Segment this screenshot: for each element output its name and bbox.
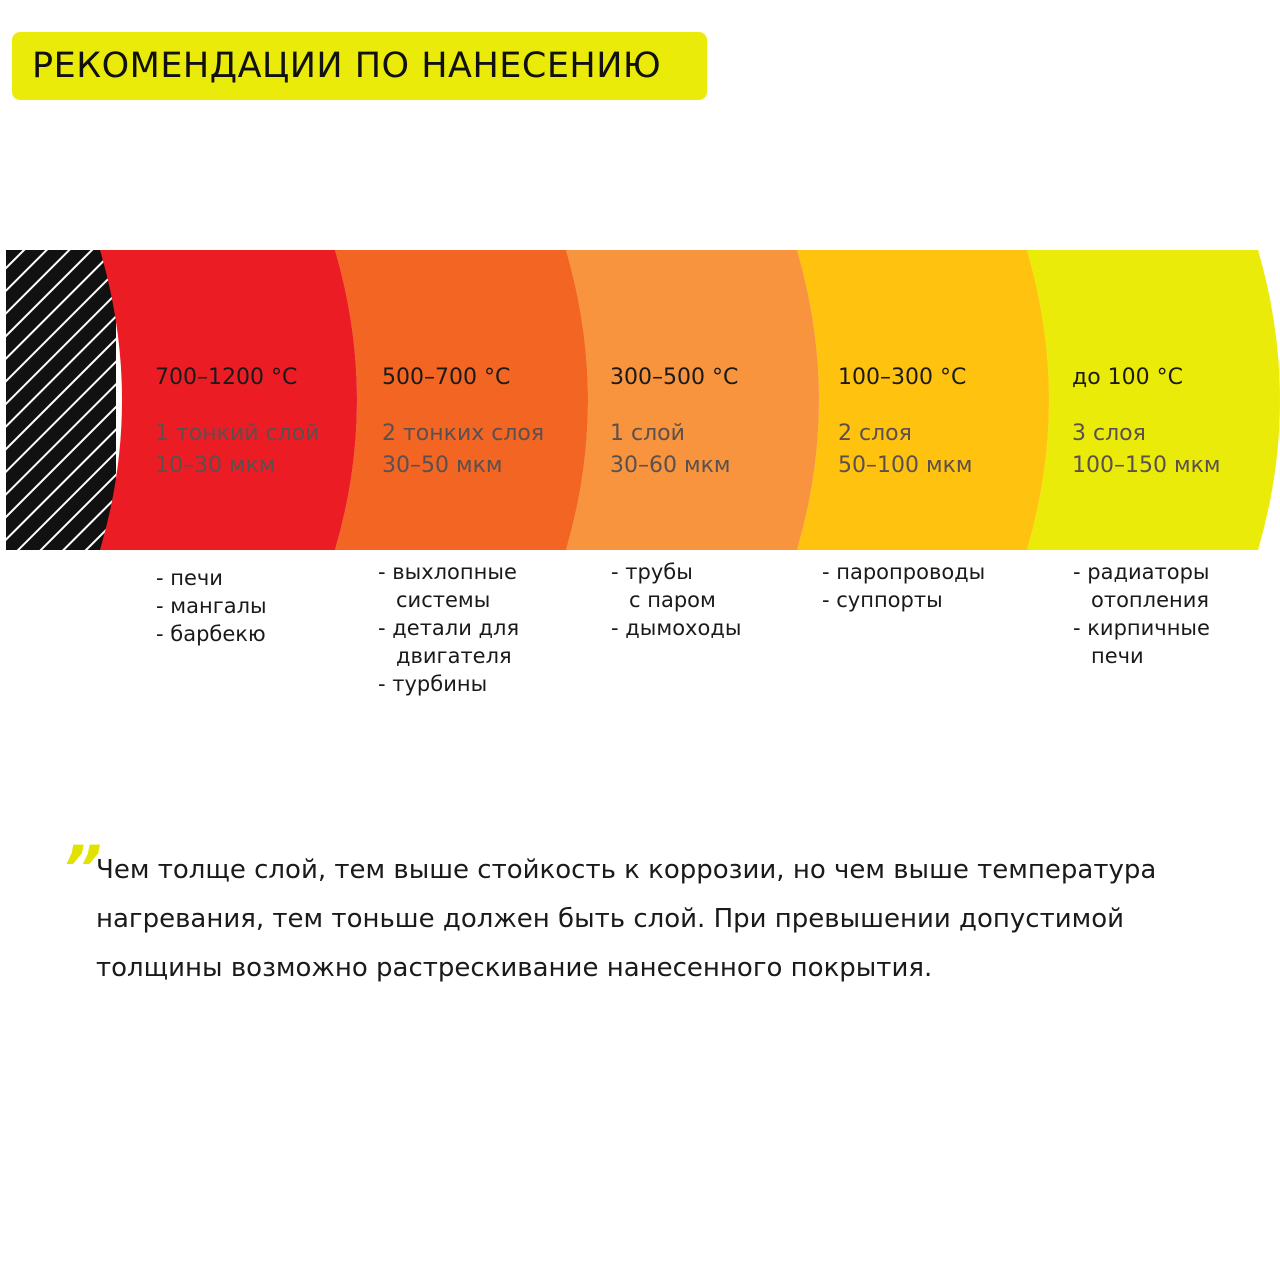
zone-thickness: 50–100 мкм (838, 453, 973, 478)
hatched-substrate (6, 250, 116, 550)
use-item: - дымоходы (611, 616, 742, 640)
zone-thickness: 100–150 мкм (1072, 453, 1221, 478)
zone-2 (382, 362, 544, 482)
zone-5 (1072, 362, 1220, 482)
zone-layers: 2 слоя (838, 421, 912, 446)
use-item: системы (396, 588, 491, 612)
zone-temp: 700–1200 °C (155, 365, 298, 390)
zone-1 (155, 362, 319, 482)
zone-layers: 1 тонкий слой (155, 421, 320, 446)
zone-3 (610, 362, 738, 482)
uses-list-3 (611, 558, 741, 642)
zone-temp: 100–300 °C (838, 365, 967, 390)
zone-4 (838, 362, 972, 482)
use-item: - детали для (378, 616, 520, 640)
use-item: двигателя (396, 644, 512, 668)
use-item: - турбины (378, 672, 488, 696)
uses-list-4 (822, 558, 985, 614)
zone-thickness: 30–50 мкм (382, 453, 503, 478)
zone-thickness: 10–30 мкм (155, 453, 276, 478)
use-item: - радиаторы (1073, 560, 1210, 584)
use-item: - суппорты (822, 588, 943, 612)
uses-list-1 (156, 564, 267, 648)
zone-layers: 3 слоя (1072, 421, 1146, 446)
use-item: - паропроводы (822, 560, 986, 584)
zone-temp: 500–700 °C (382, 365, 511, 390)
zone-layers: 2 тонких слоя (382, 421, 545, 446)
page-title: РЕКОМЕНДАЦИИ ПО НАНЕСЕНИЮ (32, 46, 662, 86)
uses-list-2 (378, 558, 519, 698)
use-item: - печи (156, 566, 223, 590)
quote-icon: ” (62, 832, 102, 905)
uses-list-5 (1073, 558, 1210, 670)
use-item: - мангалы (156, 594, 267, 618)
quote-text: Чем толще слой, тем выше стойкость к коррозии, но чем выше температура нагревания, тем тоньше должен быть слой. При превышении допустимой толщины возможно растрескивание нанесенного покрытия. (96, 855, 1157, 983)
use-item: с паром (629, 588, 716, 612)
use-item: - трубы (611, 560, 693, 584)
use-item: - выхлопные (378, 560, 517, 584)
use-item: отопления (1091, 588, 1210, 612)
use-item: - барбекю (156, 622, 266, 646)
zone-thickness: 30–60 мкм (610, 453, 731, 478)
zone-temp: 300–500 °C (610, 365, 739, 390)
title-badge (12, 32, 707, 100)
use-item: - кирпичные (1073, 616, 1210, 640)
zone-layers: 1 слой (610, 421, 685, 446)
zone-temp: до 100 °C (1072, 365, 1184, 390)
use-item: печи (1091, 644, 1144, 668)
